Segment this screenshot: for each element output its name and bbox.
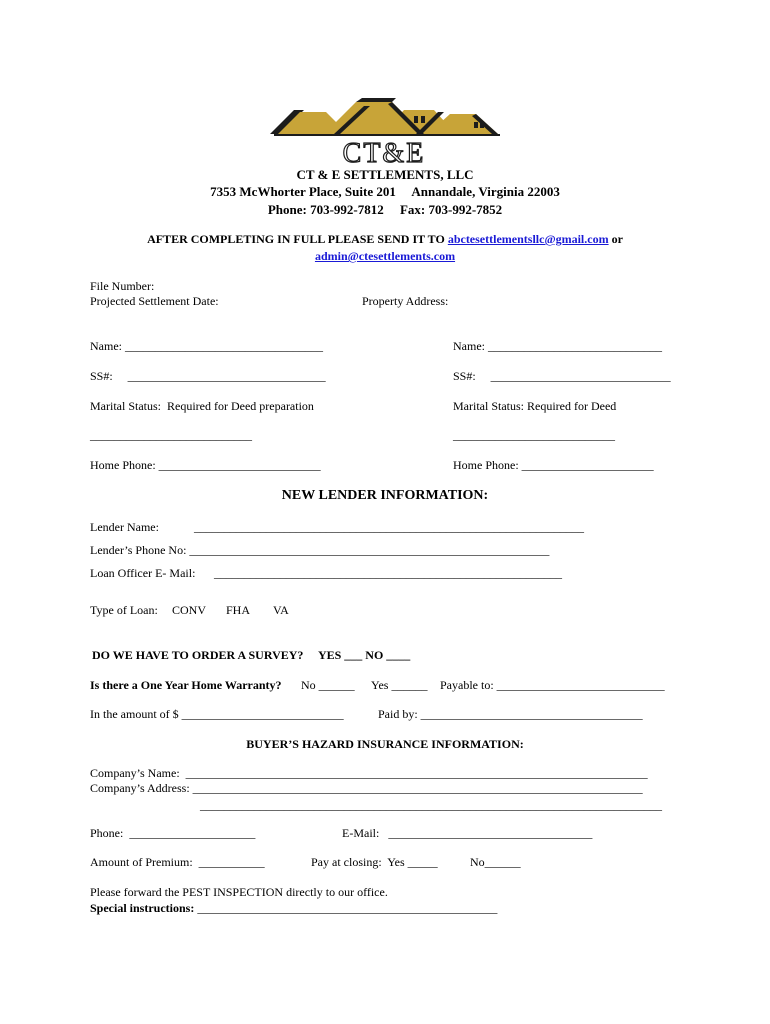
lender-heading: NEW LENDER INFORMATION: [281,488,489,503]
special-instructions-field[interactable]: __________________________________________________ [194,901,498,915]
company-name: CT & E SETTLEMENTS, LLC [296,167,474,182]
right-ss-field[interactable]: SS#: ______________________________ [453,369,671,383]
pay-at-closing-no[interactable]: No______ [470,855,521,869]
company-address: 7353 McWhorter Place, Suite 201 Annandale, Virginia 22003 [210,184,560,199]
warranty-amount-field[interactable]: In the amount of $ ___________________________ [90,707,344,721]
insurance-heading: BUYER’S HAZARD INSURANCE INFORMATION: [246,737,524,751]
special-instructions-label: Special instructions: [90,901,195,915]
right-home-phone-field[interactable]: Home Phone: ______________________ [453,458,654,472]
email-link-2[interactable]: admin@ctesettlements.com [314,249,456,263]
house-roof-icon [264,96,504,166]
right-marital-field[interactable]: ___________________________ [453,428,615,442]
svg-text:CT&E: CT&E [342,138,426,166]
send-instruction-line2 [0,249,770,263]
insurance-company-address-field[interactable]: Company’s Address: ___________________________________________________________________________ [90,781,643,795]
insurance-phone-field[interactable]: Phone: _____________________ [90,826,256,840]
loan-officer-label: Loan Officer E- Mail: [90,566,196,580]
left-home-phone-field[interactable]: Home Phone: ___________________________ [90,458,321,472]
lender-name-field[interactable]: _________________________________________________________________ [194,520,584,534]
loan-type-conv[interactable]: CONV [172,603,207,617]
left-name-field[interactable]: Name: _________________________________ [90,339,323,353]
warranty-paid-by-field[interactable]: Paid by: _____________________________________ [378,707,643,721]
property-address-label: Property Address: [362,294,449,308]
loan-type-label: Type of Loan: [90,603,158,617]
file-number-label: File Number: [90,279,155,293]
send-instruction: AFTER COMPLETING IN FULL PLEASE SEND IT TO abctesettlementsllc@gmail.com or [147,232,623,246]
pay-at-closing-yes[interactable]: Pay at closing: Yes _____ [311,855,438,869]
left-marital-field[interactable]: ___________________________ [90,428,252,442]
company-logo [264,96,504,166]
settlement-date-label: Projected Settlement Date: [90,294,219,308]
right-name-field[interactable]: Name: _____________________________ [453,339,662,353]
insurance-email-field[interactable]: E-Mail: __________________________________ [342,826,593,840]
pest-inspection-note: Please forward the PEST INSPECTION directly to our office. [90,885,388,899]
warranty-question: Is there a One Year Home Warranty? [90,678,282,692]
insurance-company-address-cont[interactable]: _____________________________________________________________________________ [200,798,662,812]
loan-type-va[interactable]: VA [273,603,289,617]
email-link-1[interactable]: abctesettlementsllc@gmail.com [447,232,609,246]
left-ss-field[interactable]: SS#: _________________________________ [90,369,326,383]
lender-name-label: Lender Name: [90,520,159,534]
loan-type-fha[interactable]: FHA [226,603,251,617]
loan-officer-field[interactable]: __________________________________________________________ [214,566,562,580]
warranty-no-field[interactable]: No ______ [301,678,355,692]
insurance-premium-field[interactable]: Amount of Premium: ___________ [90,855,265,869]
survey-question[interactable]: DO WE HAVE TO ORDER A SURVEY? YES ___ NO ____ [92,648,411,662]
warranty-yes-field[interactable]: Yes ______ [371,678,428,692]
lender-phone-field[interactable]: Lender’s Phone No: ____________________________________________________________ [90,543,550,557]
warranty-payable-field[interactable]: Payable to: ____________________________ [440,678,665,692]
company-phone-fax: Phone: 703-992-7812 Fax: 703-992-7852 [267,202,503,217]
special-instructions[interactable] [90,901,497,915]
left-marital-label: Marital Status: Required for Deed preparation [90,399,314,413]
insurance-company-name-field[interactable]: Company’s Name: _____________________________________________________________________________ [90,766,648,780]
right-marital-label: Marital Status: Required for Deed [453,399,617,413]
